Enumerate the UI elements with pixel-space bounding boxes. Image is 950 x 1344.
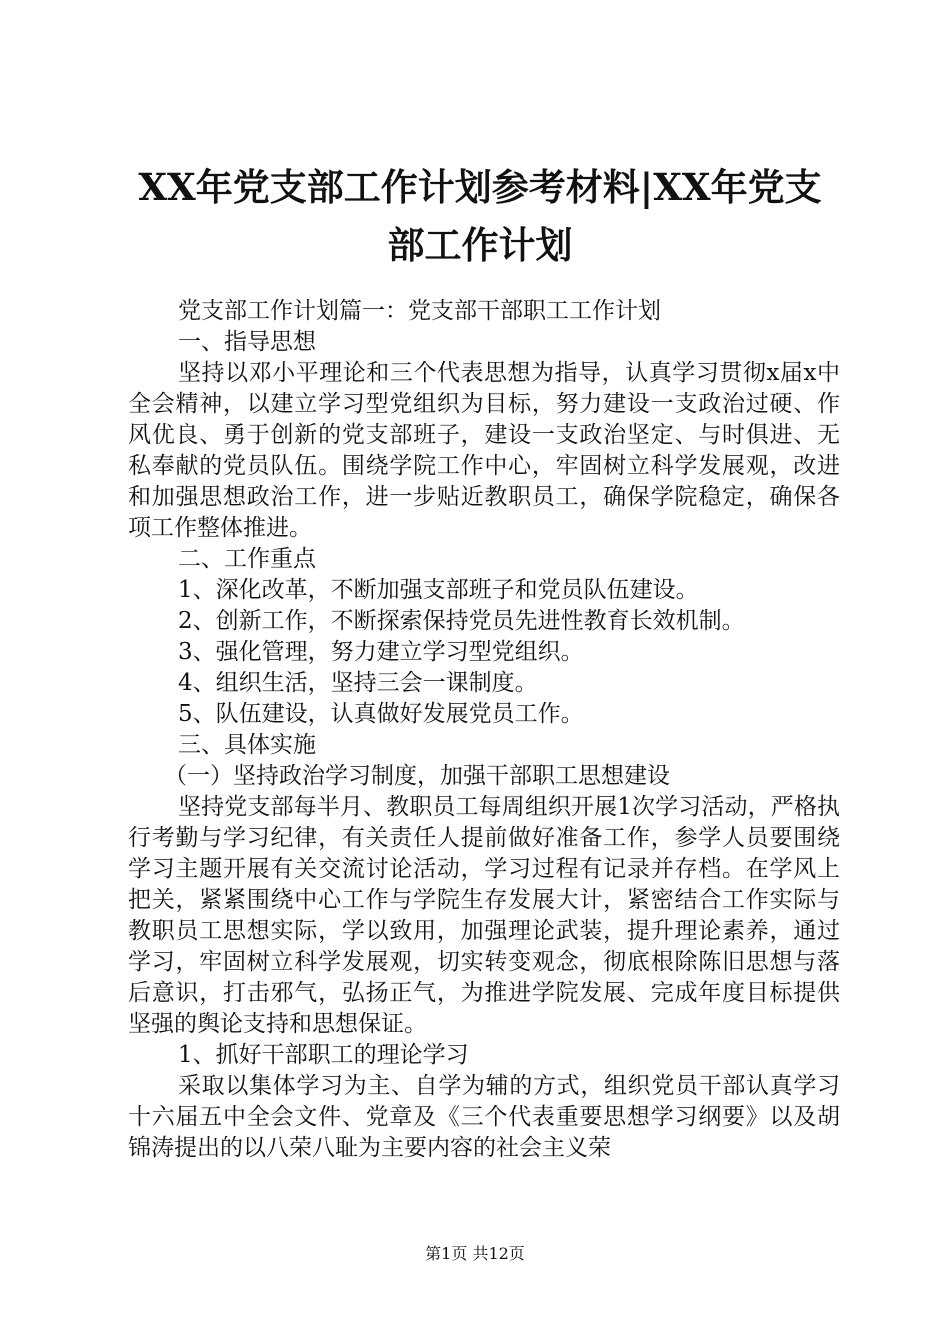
section-heading: 一、指导思想 bbox=[178, 329, 316, 355]
list-item: 4、组织生活，坚持三会一课制度。 bbox=[178, 670, 538, 696]
list-item: 3、强化管理，努力建立学习型党组织。 bbox=[178, 639, 584, 665]
body-paragraph: 坚持以邓小平理论和三个代表思想为指导，认真学习贯彻x届x中全会精神，以建立学习型党组织为目标，努力建设一支政治过硬、作风优良、勇于创新的党支部班子，建设一支政治坚定、与时俱进、无私奉献的党员队伍。围绕学院工作中心，牢固树立科学发展观，改进和加强思想政治工作，进一步贴近教职员工，确保学院稳定，确保各项工作整体推进。 bbox=[128, 360, 840, 541]
list-item: 1、深化改革，不断加强支部班子和党员队伍建设。 bbox=[178, 577, 699, 603]
body-paragraph: 坚持党支部每半月、教职员工每周组织开展1次学习活动，严格执行考勤与学习纪律，有关责任人提前做好准备工作，参学人员要围绕学习主题开展有关交流讨论活动，学习过程有记录并存档。在学风上把关，紧紧围绕中心工作与学院生存发展大计，紧密结合工作实际与教职员工思想实际，学以致用，加强理论武装，提升理论素养，通过学习，牢固树立科学发展观，切实转变观念，彻底根除陈旧思想与落后意识，打击邪气，弘扬正气，为推进学院发展、完成年度目标提供坚强的舆论支持和思想保证。 bbox=[128, 794, 840, 1037]
subsection-heading: （一）坚持政治学习制度，加强干部职工思想建设 bbox=[164, 763, 670, 789]
section-heading: 党支部工作计划篇一：党支部干部职工工作计划 bbox=[178, 298, 661, 324]
section-heading: 二、工作重点 bbox=[178, 546, 316, 572]
page-number-footer: 第1页 共12页 bbox=[425, 1244, 525, 1263]
document-body bbox=[128, 296, 840, 1164]
list-item: 2、创新工作，不断探索保持党员先进性教育长效机制。 bbox=[178, 608, 745, 634]
list-item: 5、队伍建设，认真做好发展党员工作。 bbox=[178, 701, 584, 727]
section-heading: 三、具体实施 bbox=[178, 732, 316, 758]
body-paragraph: 采取以集体学习为主、自学为辅的方式，组织党员干部认真学习十六届五中全会文件、党章及《三个代表重要思想学习纲要》以及胡锦涛提出的以八荣八耻为主要内容的社会主义荣 bbox=[128, 1073, 840, 1161]
document-title: XX年党支部工作计划参考材料|XX年党支部工作计划 bbox=[138, 165, 822, 267]
subsection-heading: 1、抓好干部职工的理论学习 bbox=[178, 1042, 469, 1068]
